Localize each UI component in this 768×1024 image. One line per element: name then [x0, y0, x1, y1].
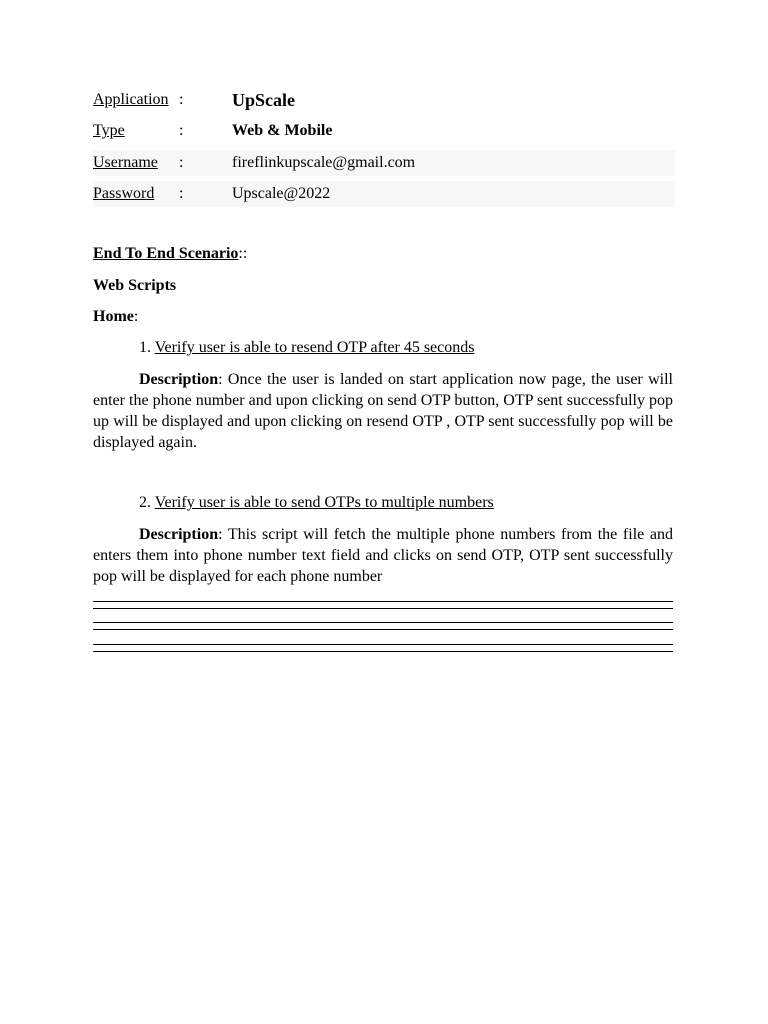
separator-line-1: [93, 601, 673, 609]
item-1-number: 1.: [139, 339, 151, 356]
web-scripts-heading: Web Scripts: [93, 277, 177, 294]
application-value: UpScale: [232, 90, 295, 110]
username-value: fireflinkupscale@gmail.com: [232, 154, 416, 171]
scenario-heading-text: End To End Scenario: [93, 245, 239, 262]
item-1-description: [93, 369, 673, 453]
item-2-description-text: : This script will fetch the multiple phone numbers from the file and enters them into phone number text field and clicks on send OTP, OTP sent successfully pop will be displayed for each phone number: [93, 526, 673, 585]
password-colon: :: [179, 185, 184, 202]
password-label: Password: [93, 185, 155, 202]
home-heading: [93, 307, 138, 327]
item-2-description-label: Description: [139, 526, 219, 543]
type-value: Web & Mobile: [232, 122, 333, 139]
type-label: Type: [93, 122, 125, 139]
item-1-description-label: Description: [139, 371, 219, 388]
home-label: Home: [93, 308, 134, 325]
info-row-password: [93, 181, 675, 207]
item-1-description-text: : Once the user is landed on start application now page, the user will enter the phone number and upon clicking on send OTP button, OTP sent successfully pop up will be displayed and upon clicking on resend OTP , OTP sent successfully pop will be displayed again.: [93, 371, 673, 451]
scenario-heading-suffix: ::: [238, 245, 248, 262]
scenario-heading: [93, 244, 247, 264]
info-row-username: [93, 150, 675, 176]
item-2-description: [93, 524, 673, 587]
password-value: Upscale@2022: [232, 185, 331, 202]
application-label: Application: [93, 91, 169, 108]
item-2-title-line: [139, 493, 494, 513]
type-colon: :: [179, 122, 184, 139]
info-row-application: [93, 87, 675, 113]
application-colon: :: [179, 91, 184, 108]
item-2-number: 2.: [139, 494, 151, 511]
username-label: Username: [93, 154, 158, 171]
item-1-title-line: [139, 338, 474, 358]
item-1-title: Verify user is able to resend OTP after 45 seconds: [154, 339, 475, 356]
home-suffix: :: [133, 308, 139, 325]
separator-line-2: [93, 622, 673, 630]
item-2-title: Verify user is able to send OTPs to multiple numbers: [154, 494, 494, 511]
info-row-type: [93, 118, 675, 144]
separator-line-3: [93, 644, 673, 652]
username-colon: :: [179, 154, 184, 171]
